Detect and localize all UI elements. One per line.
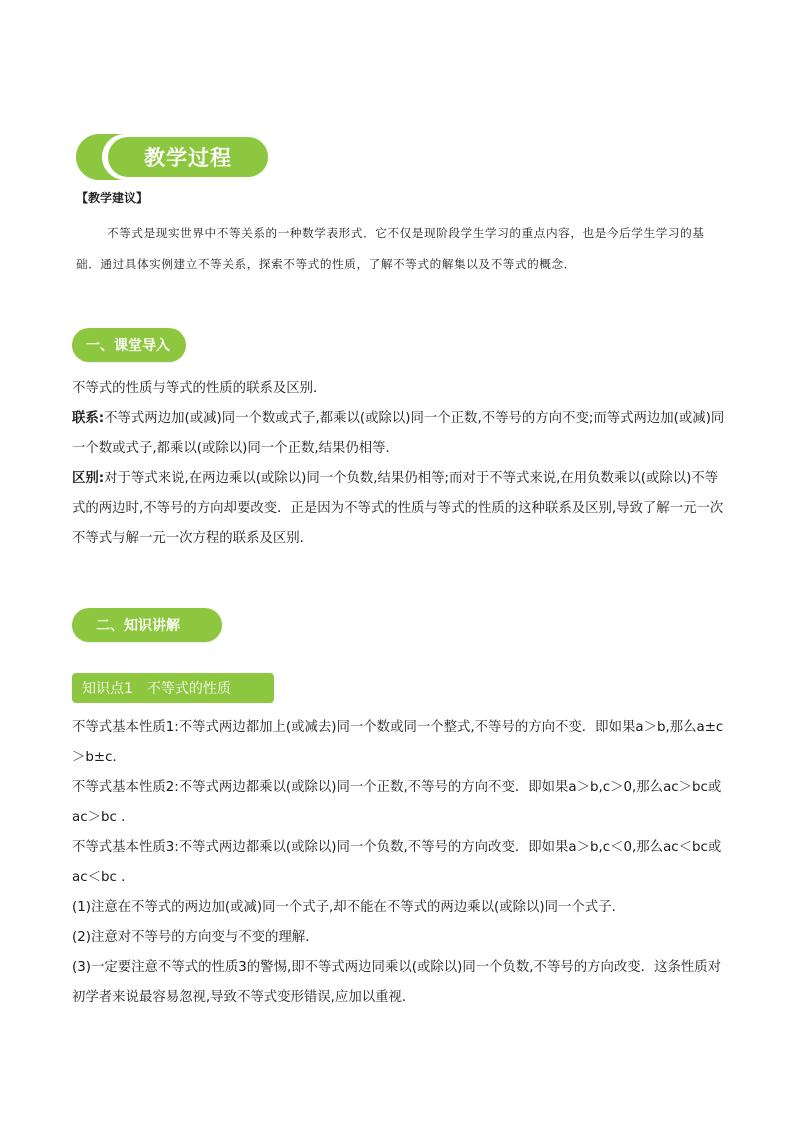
difference-paragraph [72,464,728,554]
knowledge-content [72,713,728,1013]
main-title-banner [76,134,268,180]
banner-inner [108,137,268,177]
knowledge-point-title [72,673,274,703]
main-title: 教学过程 [144,146,232,170]
teaching-suggestion-text: 不等式是现实世界中不等关系的一种数学表形式．它不仅是现阶段学生学习的重点内容，也是今后学生学习的基础．通过具体实例建立不等关系，探索不等式的性质，了解不等式的解集以及不等式的概念． [76,226,705,271]
relation-label: 联系: [72,411,105,426]
intro-content [72,374,728,554]
section-title-intro-label: 一、课堂导入 [86,338,170,354]
difference-label: 区别: [72,471,105,486]
relation-text: 不等式两边加(或减)同一个数或式子,都乘以(或除以)同一个正数,不等号的方向不变;而等式两边加(或减)同一个数或式子,都乘以(或除以)同一个正数,结果仍相等． [72,411,725,456]
teaching-suggestion-label: 【教学建议】 [76,191,149,205]
difference-text: 对于等式来说,在两边乘以(或除以)同一个负数,结果仍相等;而对于不等式来说,在用负数乘以(或除以)不等式的两边时,不等号的方向却要改变．正是因为不等式的性质与等式的性质的这种联系及区别,导致了解一元一次不等式与解一元一次方程的联系及区别． [72,471,724,546]
section-title-knowledge [72,608,222,642]
property-3: 不等式基本性质3:不等式两边都乘以(或除以)同一个负数,不等号的方向改变．即如果a＞b,c＜0,那么ac＜bc或ac＜bc ． [72,840,722,885]
property-1: 不等式基本性质1:不等式两边都加上(或减去)同一个数或同一个整式,不等号的方向不变．即如果a＞b,那么a±c＞b±c． [72,720,724,765]
knowledge-point-number: 知识点1 [82,681,133,697]
relation-paragraph [72,404,728,464]
property-2: 不等式基本性质2:不等式两边都乘以(或除以)同一个正数,不等号的方向不变．即如果a＞b,c＞0,那么ac＞bc或ac＞bc ． [72,780,722,825]
note-2: (2)注意对不等号的方向变与不变的理解． [72,930,319,945]
section-title-intro [72,328,186,362]
intro-sentence: 不等式的性质与等式的性质的联系及区别． [72,381,327,396]
note-3: (3)一定要注意不等式的性质3的警惕,即不等式两边同乘以(或除以)同一个负数,不等号的方向改变．这条性质对初学者来说最容易忽视,导致不等式变形错误,应加以重视． [72,960,722,1005]
knowledge-point-name: 不等式的性质 [146,681,231,697]
note-1: (1)注意在不等式的两边加(或减)同一个式子,却不能在不等式的两边乘以(或除以)同一个式子． [72,900,625,915]
section-title-knowledge-label: 二、知识讲解 [96,618,180,634]
